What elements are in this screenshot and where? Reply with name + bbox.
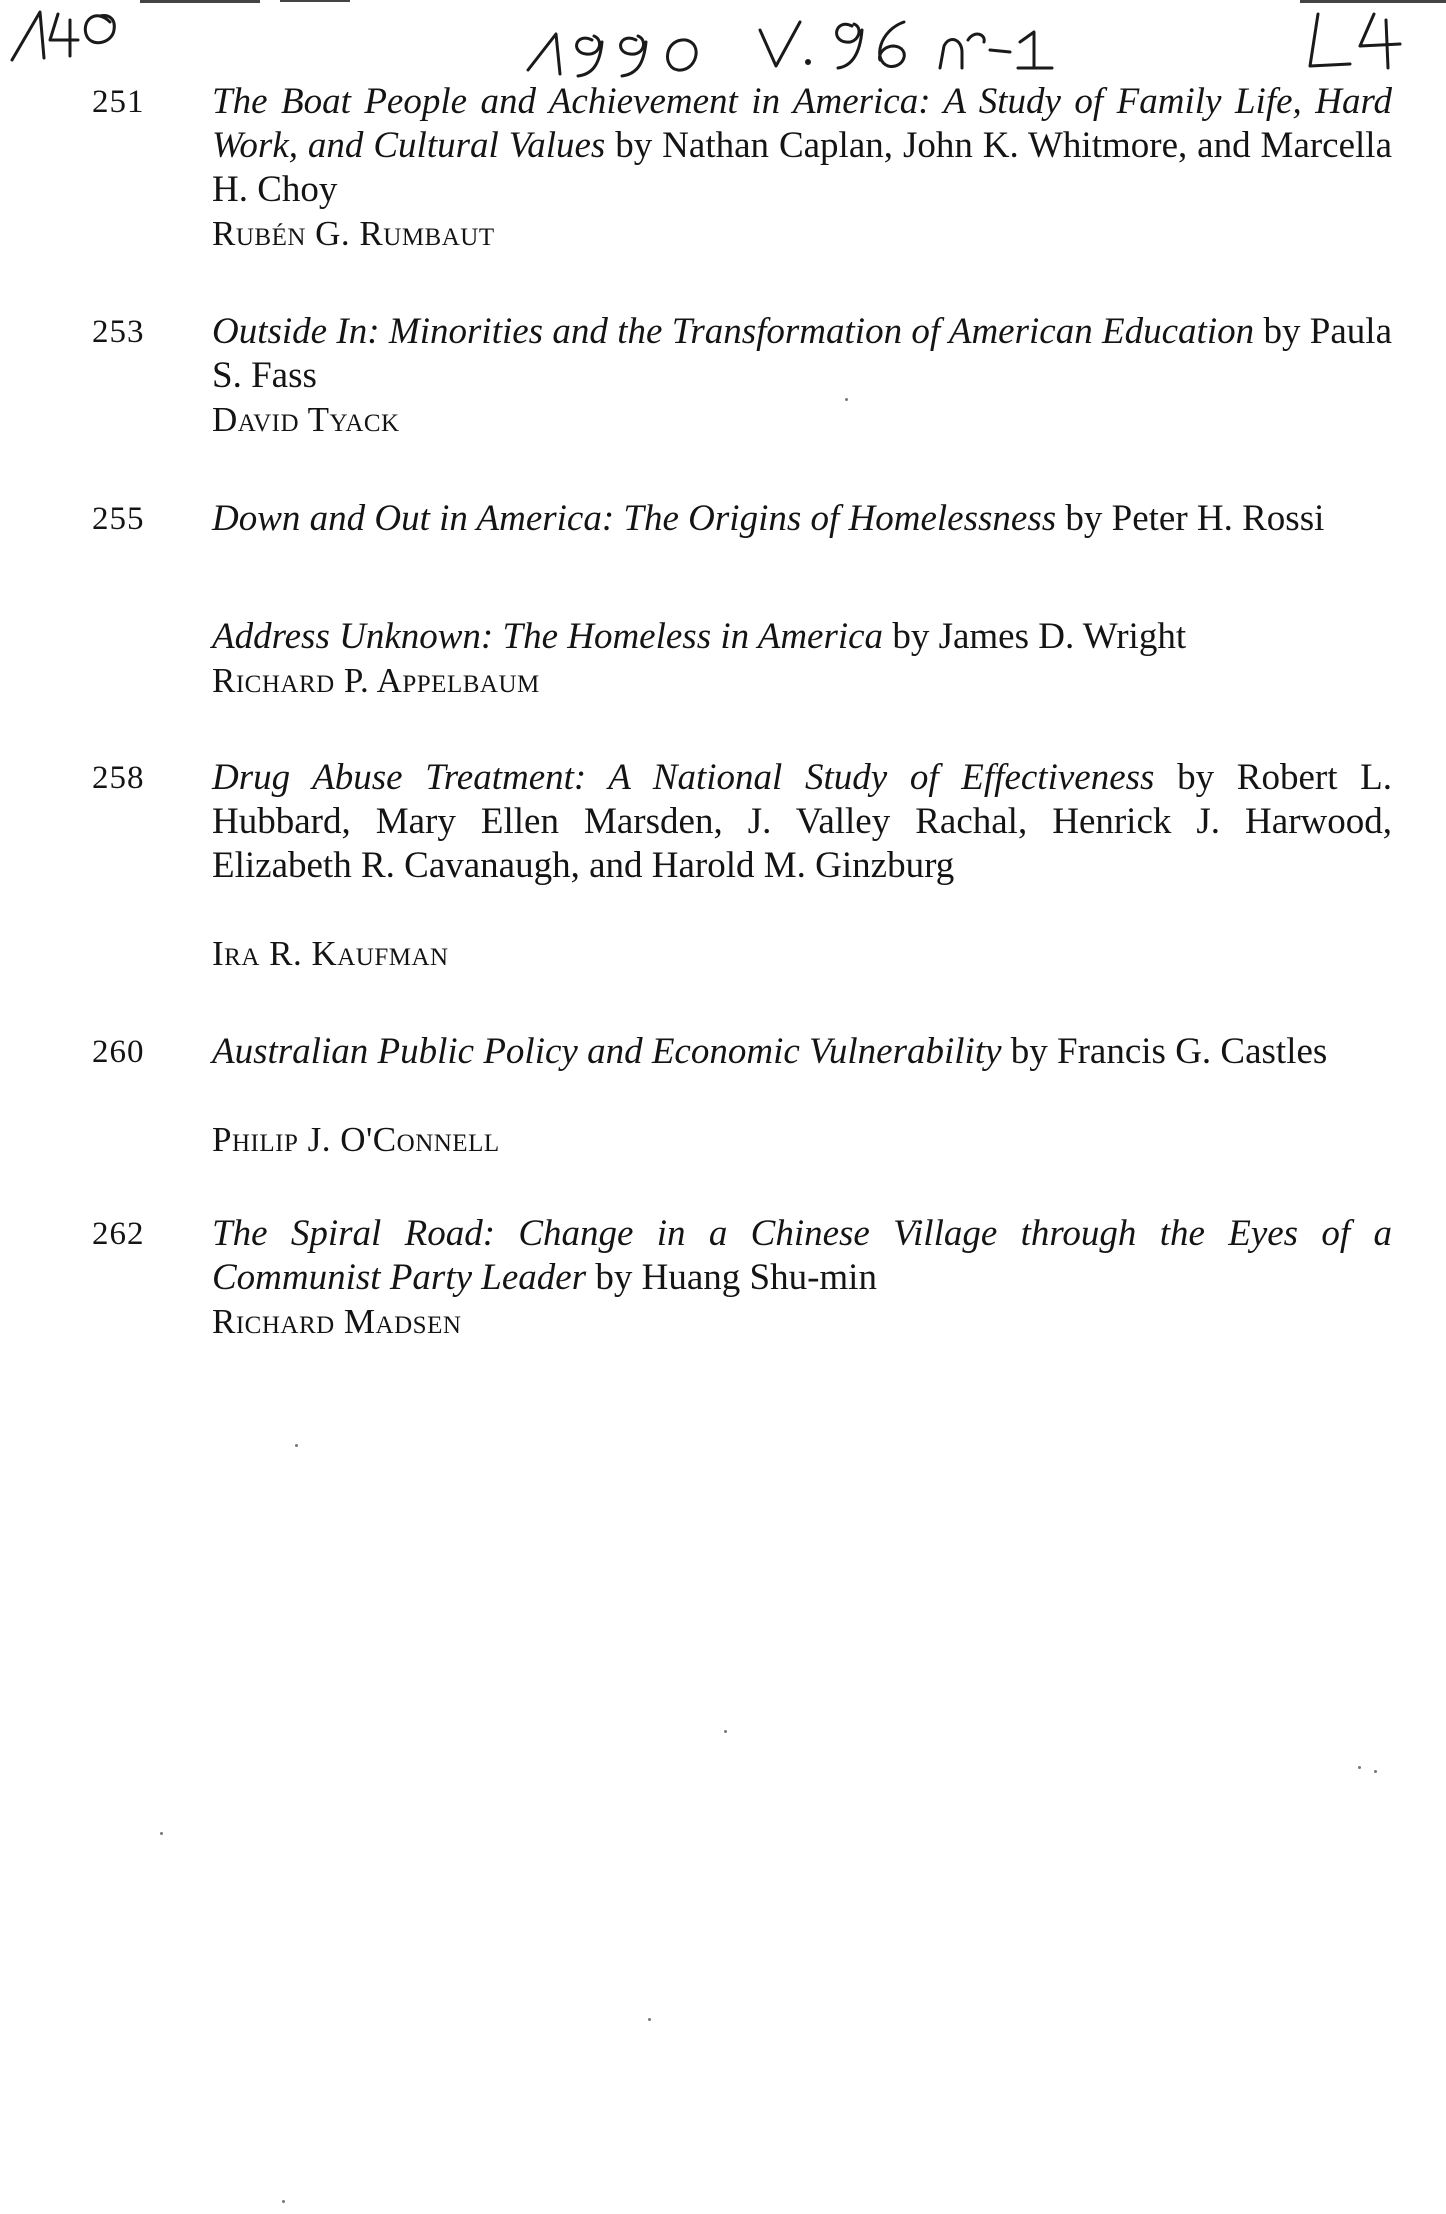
scan-speck [282, 2200, 285, 2203]
scan-speck [1374, 1770, 1377, 1773]
book-byline: by Robert L. Hubbard, Mary Ellen Marsden, J. Valley Rachal, Henrick J. Harwood, Elizabeth R. Cavanaugh, and Harold M. Ginzburg [212, 757, 1392, 886]
book-title: The Boat People and Achievement in America: A Study of Family Life, Hard Work, and Cultural Values [212, 81, 1392, 166]
book-title: Outside In: Minorities and the Transformation of American Education [212, 311, 1255, 352]
book-byline: by Francis G. Castles [1010, 1031, 1328, 1072]
scan-speck [845, 398, 848, 401]
book-citation [212, 1212, 1392, 1300]
page-number: 258 [92, 760, 145, 796]
scan-speck [724, 1730, 727, 1733]
scan-edge-mark [1300, 0, 1446, 3]
book-citation [212, 1030, 1392, 1074]
handwritten-note-middle [0, 0, 1052, 76]
scan-speck [295, 1444, 298, 1447]
reviewer-name: Richard Madsen [212, 1302, 462, 1341]
scan-speck [648, 2018, 651, 2021]
page-number: 260 [92, 1034, 145, 1070]
book-citation [212, 310, 1392, 398]
book-byline: by Nathan Caplan, John K. Whitmore, and Marcella H. Choy [212, 125, 1393, 210]
book-title: The Spiral Road: Change in a Chinese Village through the Eyes of a Communist Party Leader [212, 1213, 1392, 1298]
book-citation [212, 756, 1392, 888]
book-byline: by Paula S. Fass [212, 311, 1393, 396]
handwritten-note-left [0, 0, 114, 60]
book-byline: by Huang Shu-min [595, 1257, 877, 1298]
book-byline: by James D. Wright [892, 616, 1187, 657]
book-citation [212, 80, 1392, 212]
reviewer-name: Richard P. Appelbaum [212, 661, 540, 700]
scan-edge-mark [280, 0, 350, 2]
book-title: Down and Out in America: The Origins of Homelessness [212, 498, 1057, 539]
book-byline: by Peter H. Rossi [1065, 498, 1325, 539]
book-citation [212, 497, 1392, 541]
reviewer-name: Philip J. O'Connell [212, 1120, 500, 1159]
book-title: Drug Abuse Treatment: A National Study of Effectiveness [212, 757, 1155, 798]
handwritten-annotation [0, 0, 1446, 90]
reviewer-name: David Tyack [212, 400, 400, 439]
scan-edge-mark [140, 0, 260, 3]
reviewer-name: Ira R. Kaufman [212, 934, 449, 973]
reviewer-name: Rubén G. Rumbaut [212, 214, 495, 253]
book-citation [212, 615, 1392, 659]
handwritten-note-right [0, 0, 1400, 68]
book-title: Address Unknown: The Homeless in America [212, 616, 884, 657]
page-number: 255 [92, 501, 145, 537]
scan-speck [1358, 1766, 1361, 1769]
page-number: 253 [92, 314, 145, 350]
page-number: 262 [92, 1216, 145, 1252]
scan-speck [160, 1832, 163, 1835]
page-number: 251 [92, 84, 145, 120]
book-title: Australian Public Policy and Economic Vulnerability [212, 1031, 1002, 1072]
